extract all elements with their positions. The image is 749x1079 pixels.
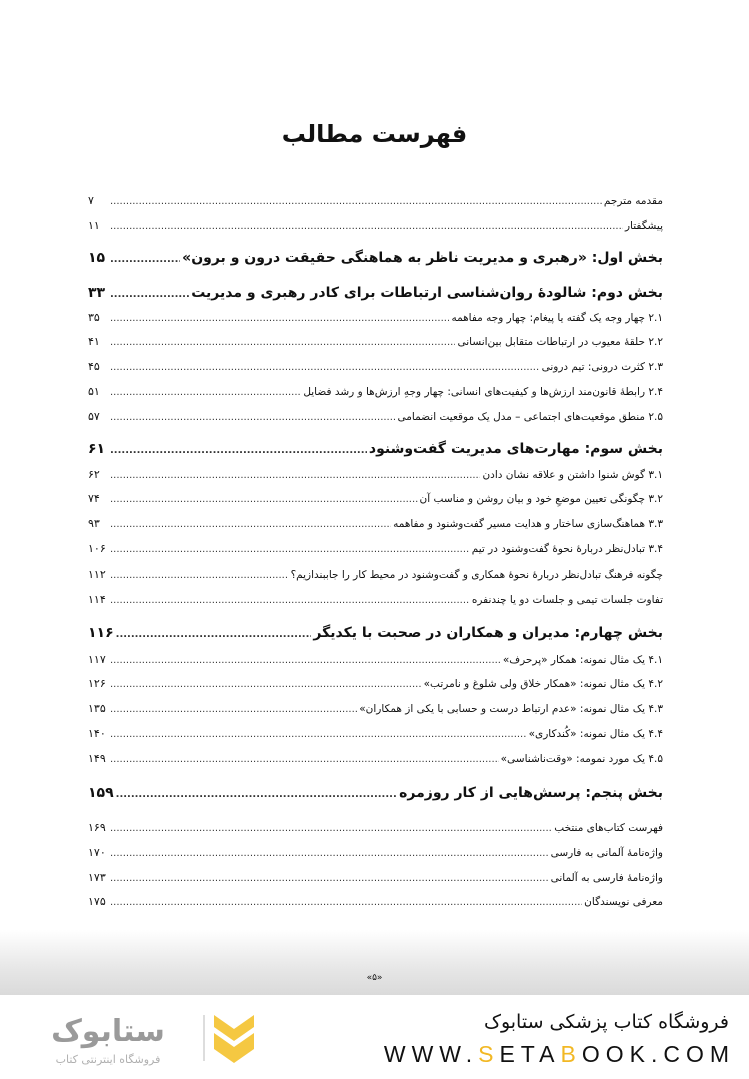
dot-leader <box>110 254 180 265</box>
dot-leader <box>116 789 398 800</box>
entry-title: ۳.۲ چگونگی تعیین موضعِ خود و بیان روشن و مناسب آن <box>419 493 663 505</box>
dot-leader <box>110 313 449 324</box>
dot-leader <box>110 494 418 505</box>
entry-page-number: ۱۱۴ <box>88 593 106 606</box>
entry-page-number: ۱۷۵ <box>88 895 106 908</box>
logo-wordmark: ستابوک <box>51 1014 165 1049</box>
entry-page-number: ۱۱۶ <box>88 625 114 641</box>
toc-entry[interactable] <box>88 492 663 505</box>
dot-leader <box>110 897 582 908</box>
toc-entry[interactable] <box>88 385 663 398</box>
entry-page-number: ۳۳ <box>88 285 106 301</box>
entry-page-number: ۱۴۹ <box>88 752 106 765</box>
entry-page-number: ۱۰۶ <box>88 542 106 555</box>
entry-title: معرفی نویسندگان <box>584 896 663 908</box>
entry-page-number: ۱۱ <box>88 219 100 232</box>
entry-title: ۲.۱ چهار وجه یک گفته یا پیغام: چهار وجه مفاهمه <box>451 312 663 324</box>
entry-title: ۲.۳ کثرت درونی: تیم درونی <box>541 361 663 373</box>
entry-page-number: ۷ <box>88 194 94 207</box>
toc-section-entry[interactable] <box>88 625 663 641</box>
dot-leader <box>110 544 470 555</box>
dot-leader <box>110 679 422 690</box>
toc-entry[interactable] <box>88 677 663 690</box>
toc-entry[interactable] <box>88 410 663 423</box>
dot-leader <box>110 196 602 207</box>
toc-entry[interactable] <box>88 311 663 324</box>
entry-page-number: ۱۶۹ <box>88 821 106 834</box>
entry-page-number: ۱۴۰ <box>88 727 106 740</box>
dot-leader <box>110 754 499 765</box>
entry-title: بخش پنجم: پرسش‌هایی از کار روزمره <box>399 785 663 801</box>
toc-section-entry[interactable] <box>88 785 663 801</box>
entry-page-number: ۴۵ <box>88 360 100 373</box>
page-number: «۵» <box>366 973 383 983</box>
toc-section-entry[interactable] <box>88 285 663 301</box>
entry-title: چگونه فرهنگ تبادل‌نظر دربارهٔ نحوهٔ همکاری و گفت‌وشنود در محیط کار را جاببندازیم؟ <box>290 569 663 581</box>
toc-section-entry[interactable] <box>88 441 663 457</box>
toc-entry[interactable] <box>88 335 663 348</box>
setabook-logo <box>28 1009 258 1069</box>
entry-title: بخش سوم: مهارت‌های مدیریت گفت‌وشنود <box>368 441 663 457</box>
entry-title: ۴.۴ یک مثال نمونه: «کُندکاری» <box>528 728 663 740</box>
toc-entry[interactable] <box>88 194 663 207</box>
toc-entry[interactable] <box>88 895 663 908</box>
entry-title: ۲.۵ منطق موقعیت‌های اجتماعی – مدل یک موقعیت انضمامی <box>397 411 663 423</box>
toc-entry[interactable] <box>88 727 663 740</box>
store-url[interactable]: WWW.SETABOOK.COM <box>383 1041 735 1067</box>
entry-page-number: ۱۲۶ <box>88 677 106 690</box>
toc-entry[interactable] <box>88 468 663 481</box>
entry-title: بخش دوم: شالودهٔ روان‌شناسی ارتباطات برای کادر رهبری و مدیریت <box>191 285 663 301</box>
dot-leader <box>110 729 527 740</box>
entry-title: واژه‌نامهٔ فارسی به آلمانی <box>550 872 663 884</box>
entry-title: ۴.۵ یک مورد نمومه: «وقت‌ناشناسی» <box>500 753 663 765</box>
dot-leader <box>110 873 549 884</box>
dot-leader <box>110 848 549 859</box>
entry-title: فهرست کتاب‌های منتخب <box>554 822 663 834</box>
dot-leader <box>110 823 552 834</box>
entry-page-number: ۶۲ <box>88 468 100 481</box>
shop-name: فروشگاه کتاب پزشکی ستابوک <box>483 1011 729 1033</box>
entry-page-number: ۱۱۷ <box>88 653 106 666</box>
entry-title: بخش چهارم: مدیران و همکاران در صحبت با یکدیگر <box>313 625 663 641</box>
entry-title: ۴.۱ یک مثال نمونه: همکار «پرحرف» <box>502 654 663 666</box>
entry-page-number: ۶۱ <box>88 441 106 457</box>
entry-title: ۳.۳ هماهنگ‌سازی ساختار و هدایت مسیر گفت‌وشنود و مفاهمه <box>393 518 663 530</box>
entry-title: ۴.۲ یک مثال نمونه: «همکار خلاق ولی شلوغ و نامرتب» <box>423 678 663 690</box>
toc-entry[interactable] <box>88 702 663 715</box>
entry-page-number: ۳۵ <box>88 311 100 324</box>
dot-leader <box>110 704 357 715</box>
dot-leader <box>110 289 189 300</box>
entry-title: واژه‌نامهٔ آلمانی به فارسی <box>550 847 663 859</box>
dot-leader <box>110 470 480 481</box>
dot-leader <box>110 570 289 581</box>
toc-entry[interactable] <box>88 593 663 606</box>
entry-page-number: ۱۷۰ <box>88 846 106 859</box>
entry-title: ۴.۳ یک مثال نمونه: «عدم ارتباط درست و حسابی با یکی از همکاران» <box>359 703 663 715</box>
entry-page-number: ۱۵ <box>88 250 106 266</box>
entry-title: ۳.۱ گوش شنوا داشتن و علاقه نشان دادن <box>482 469 663 481</box>
toc-entry[interactable] <box>88 517 663 530</box>
entry-title: تفاوت جلسات تیمی و جلسات دو یا چندنفره <box>471 594 663 606</box>
store-footer <box>0 995 749 1079</box>
dot-leader <box>116 629 312 640</box>
logo-subtitle: فروشگاه اینترنتی کتاب <box>55 1053 161 1066</box>
dot-leader <box>110 387 301 398</box>
entry-title: بخش اول: «رهبری و مدیریت ناظر به هماهنگی حقیقت درون و برون» <box>182 250 663 266</box>
entry-page-number: ۱۳۵ <box>88 702 106 715</box>
toc-entry[interactable] <box>88 846 663 859</box>
entry-page-number: ۱۷۳ <box>88 871 106 884</box>
dot-leader <box>110 337 455 348</box>
entry-page-number: ۱۵۹ <box>88 785 114 801</box>
dot-leader <box>110 519 391 530</box>
toc-entry[interactable] <box>88 219 663 232</box>
dot-leader <box>110 445 367 456</box>
entry-title: ۲.۴ رابطهٔ قانون‌مند ارزش‌ها و کیفیت‌های انسانی: چهار وجهِ ارزش‌ها و رشد فضایل <box>303 386 663 398</box>
toc-entry[interactable] <box>88 871 663 884</box>
entry-page-number: ۵۷ <box>88 410 100 423</box>
toc-entry[interactable] <box>88 752 663 765</box>
toc-entry[interactable] <box>88 653 663 666</box>
entry-title: پیشگفتار <box>624 220 663 232</box>
entry-page-number: ۱۱۲ <box>88 568 106 581</box>
toc-entry[interactable] <box>88 360 663 373</box>
entry-page-number: ۷۴ <box>88 492 100 505</box>
dot-leader <box>110 362 540 373</box>
entry-title: ۲.۲ حلقهٔ معیوب در ارتباطات متقابل بین‌انسانی <box>457 336 663 348</box>
dot-leader <box>110 412 396 423</box>
dot-leader <box>110 655 501 666</box>
toc-section-entry[interactable] <box>88 250 663 266</box>
chevron-logo-icon <box>214 1015 254 1063</box>
entry-page-number: ۵۱ <box>88 385 100 398</box>
toc-entry[interactable] <box>88 542 663 555</box>
toc-entry[interactable] <box>88 568 663 581</box>
dot-leader <box>110 221 623 232</box>
entry-title: ۳.۴ تبادل‌نظر دربارهٔ نحوهٔ گفت‌وشنود در تیم <box>471 543 663 555</box>
entry-page-number: ۹۳ <box>88 517 100 530</box>
entry-page-number: ۴۱ <box>88 335 100 348</box>
toc-entry[interactable] <box>88 821 663 834</box>
entry-title: مقدمه مترجم <box>603 195 663 207</box>
dot-leader <box>110 595 470 606</box>
page-title: فهرست مطالب <box>281 120 468 148</box>
